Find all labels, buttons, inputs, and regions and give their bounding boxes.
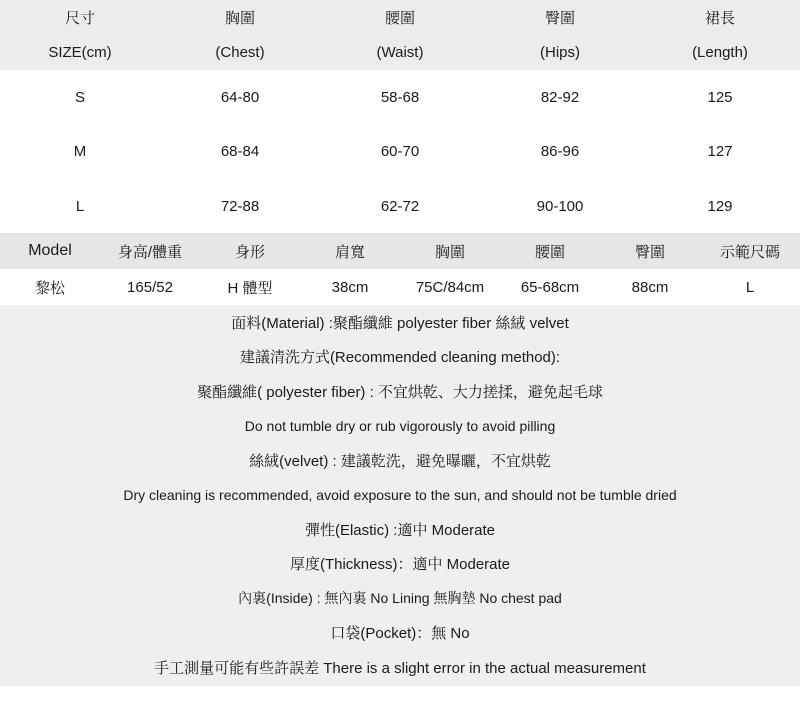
hips-value: 86-96 xyxy=(540,143,580,161)
waist-value: 62-72 xyxy=(380,197,420,215)
model-height-weight: 165/52 xyxy=(127,278,173,296)
info-velvet-care: 絲絨(velvet) : 建議乾洗，避免曝曬，不宜烘乾 xyxy=(249,452,551,470)
header-waist-en: (Waist) xyxy=(376,44,424,61)
waist-value: 60-70 xyxy=(380,143,420,161)
table-row xyxy=(0,70,800,125)
header-length-cn: 裙長 xyxy=(704,10,735,27)
header-hips-cn: 臀圍 xyxy=(544,10,575,27)
model-body-type: H 體型 xyxy=(227,279,273,297)
hips-value: 82-92 xyxy=(540,88,580,106)
model-header-size: 示範尺碼 xyxy=(719,243,780,261)
header-length-en: (Length) xyxy=(692,44,748,61)
size-chart-table xyxy=(0,0,800,234)
info-pocket: 口袋(Pocket)：無 No xyxy=(330,625,470,643)
info-elastic: 彈性(Elastic) :適中 Moderate xyxy=(304,521,496,539)
info-polyester-care-en: Do not tumble dry or rub vigorously to avoid pilling xyxy=(244,417,556,434)
header-chest-en: (Chest) xyxy=(215,44,265,61)
model-header-hips: 臀圍 xyxy=(634,243,665,261)
model-chest: 75C/84cm xyxy=(415,278,485,296)
size-label: S xyxy=(74,88,85,106)
size-label: M xyxy=(73,143,87,161)
model-header-shoulder: 肩寬 xyxy=(334,243,365,261)
info-inside: 內裏(Inside) : 無內裏 No Lining 無胸墊 No chest pad xyxy=(238,590,562,607)
hips-value: 90-100 xyxy=(536,197,584,215)
info-thickness: 厚度(Thickness)：適中 Moderate xyxy=(289,556,511,574)
header-size-cn: 尺寸 xyxy=(64,10,95,27)
size-label: L xyxy=(75,197,85,215)
info-velvet-care-en: Dry cleaning is recommended, avoid exposure to the sun, and should not be tumble dried xyxy=(123,486,677,503)
model-waist: 65-68cm xyxy=(520,278,580,296)
product-info-section xyxy=(0,305,800,686)
header-waist-cn: 腰圍 xyxy=(384,10,415,27)
info-measurement-note: 手工測量可能有些許誤差 There is a slight error in the actual measurement xyxy=(154,659,646,677)
model-name: 黎松 xyxy=(34,279,65,297)
model-hips: 88cm xyxy=(631,278,669,296)
model-header-chest: 胸圍 xyxy=(434,243,465,261)
model-value-row xyxy=(0,269,800,305)
model-header-height-weight: 身高/體重 xyxy=(117,243,183,261)
model-header-waist: 腰圍 xyxy=(534,243,565,261)
chest-value: 72-88 xyxy=(220,197,260,215)
length-value: 129 xyxy=(707,197,733,215)
size-header-row-en xyxy=(0,35,800,70)
length-value: 125 xyxy=(707,88,733,106)
header-hips-en: (Hips) xyxy=(540,44,580,61)
model-shoulder: 38cm xyxy=(331,278,369,296)
table-row xyxy=(0,179,800,234)
table-row xyxy=(0,125,800,180)
waist-value: 58-68 xyxy=(380,88,420,106)
model-header-row xyxy=(0,233,800,269)
chest-value: 64-80 xyxy=(220,88,260,106)
model-header-name: Model xyxy=(28,242,72,259)
length-value: 127 xyxy=(707,143,733,161)
info-material: 面料(Material) :聚酯纖維 polyester fiber 絲絨 velvet xyxy=(231,314,569,332)
model-size: L xyxy=(745,278,755,296)
header-chest-cn: 胸圍 xyxy=(224,10,255,27)
info-polyester-care: 聚酯纖維( polyester fiber) : 不宜烘乾、大力搓揉，避免起毛球 xyxy=(197,383,603,401)
chest-value: 68-84 xyxy=(220,143,260,161)
size-header-row-cn xyxy=(0,0,800,35)
model-info-table xyxy=(0,233,800,305)
model-header-body-type: 身形 xyxy=(234,243,265,261)
info-cleaning-title: 建議清洗方式(Recommended cleaning method): xyxy=(239,349,561,367)
header-size-en: SIZE(cm) xyxy=(48,44,112,61)
